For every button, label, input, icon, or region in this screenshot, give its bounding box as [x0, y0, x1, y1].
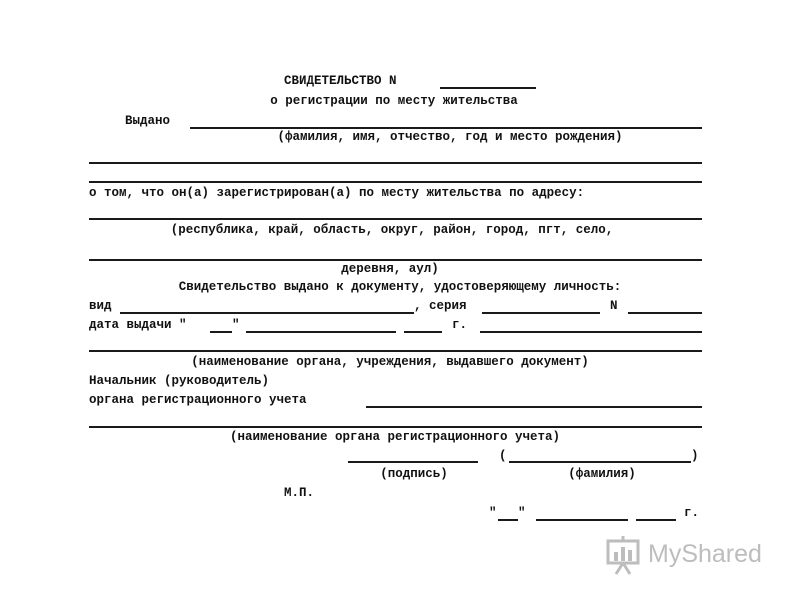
- myshared-watermark: [604, 534, 774, 578]
- certificate-subtitle: о регистрации по месту жительства: [270, 94, 518, 108]
- issued-label: Выдано: [125, 114, 171, 128]
- final-month-line: [536, 519, 628, 521]
- issue-date-label: дата выдачи ": [89, 318, 187, 332]
- authority-line: [366, 406, 702, 408]
- surname-paren-close: ): [691, 449, 699, 463]
- document-kind-label: вид: [89, 299, 112, 313]
- person-blank-line-1: [89, 162, 702, 164]
- authority-blank-line: [89, 426, 702, 428]
- document-series-label: , серия: [414, 299, 467, 313]
- document-number-line: [628, 312, 702, 314]
- document-number-label: N: [610, 299, 618, 313]
- issue-month-line: [246, 331, 396, 333]
- certificate-title: СВИДЕТЕЛЬСТВО N: [284, 74, 397, 88]
- final-day-line: [498, 519, 518, 521]
- issue-place-line: [480, 331, 702, 333]
- person-blank-line-2: [89, 181, 702, 183]
- issue-year-line: [404, 331, 442, 333]
- document-kind-line: [120, 312, 414, 314]
- final-date-quote-open: ": [489, 506, 497, 520]
- issue-year-suffix: г.: [452, 318, 468, 332]
- address-text: о том, что он(а) зарегистрирован(а) по месту жительства по адресу:: [89, 186, 585, 200]
- issued-name-line: [190, 127, 702, 129]
- final-date-quote-close: ": [518, 506, 526, 520]
- issuer-hint: (наименование органа, учреждения, выдавшего документ): [191, 355, 589, 369]
- watermark-text: MyShared: [648, 540, 762, 568]
- address-blank-line-1: [89, 218, 702, 220]
- issue-day-line: [210, 331, 232, 333]
- document-text: Свидетельство выдано к документу, удостоверяющему личность:: [178, 280, 622, 294]
- final-year-suffix: г.: [684, 506, 700, 520]
- address-hint-2: деревня, аул): [341, 262, 439, 276]
- surname-line: [509, 461, 691, 463]
- authority-label: органа регистрационного учета: [89, 393, 307, 407]
- surname-hint: (фамилия): [568, 467, 636, 481]
- document-series-line: [482, 312, 600, 314]
- signature-line: [348, 461, 478, 463]
- issuer-blank-line: [89, 350, 702, 352]
- presentation-board-icon: [604, 534, 644, 578]
- person-hint: (фамилия, имя, отчество, год и место рождения): [277, 130, 623, 144]
- issue-date-quote-close: ": [232, 318, 240, 332]
- final-year-line: [636, 519, 676, 521]
- address-blank-line-2: [89, 259, 702, 261]
- head-label: Начальник (руководитель): [89, 374, 270, 388]
- surname-paren-open: (: [499, 449, 507, 463]
- authority-hint: (наименование органа регистрационного учета): [229, 430, 561, 444]
- signature-hint: (подпись): [380, 467, 448, 481]
- certificate-number-line: [440, 87, 536, 89]
- stamp-label: М.П.: [284, 486, 315, 500]
- address-hint-1: (республика, край, область, округ, район, город, пгт, село,: [170, 223, 614, 237]
